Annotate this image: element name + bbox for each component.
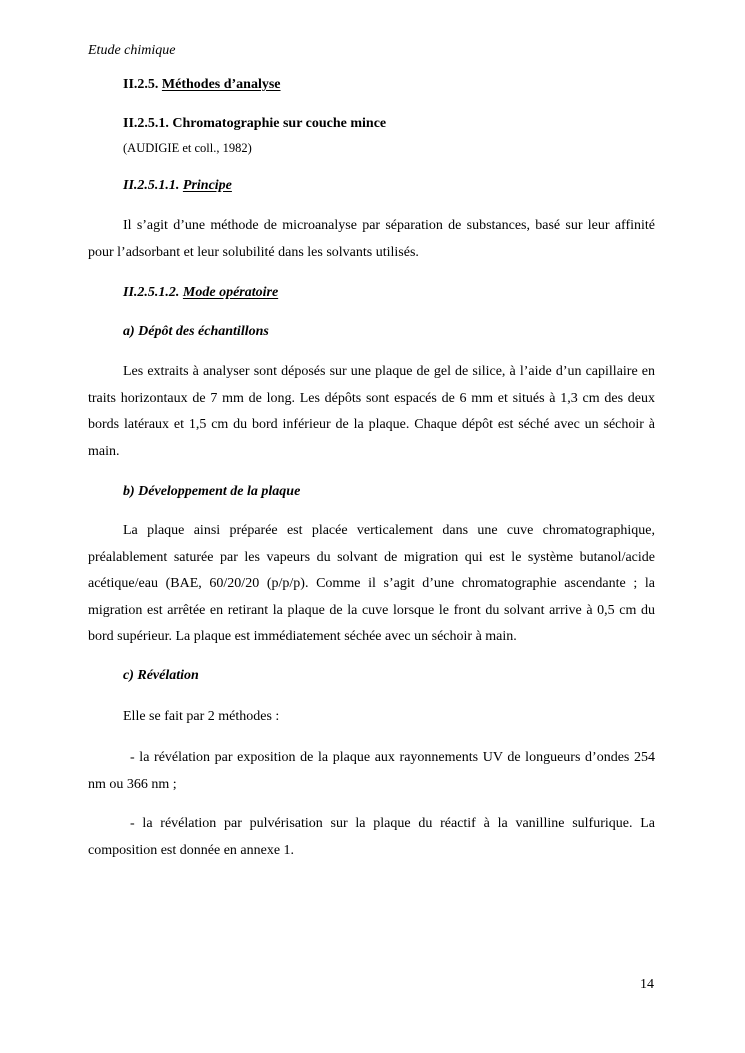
reference-citation: (AUDIGIE et coll., 1982) bbox=[123, 141, 252, 155]
section-title: Méthodes d’analyse bbox=[161, 77, 281, 92]
section-number: II.2.5. bbox=[123, 77, 159, 92]
running-header: Etude chimique bbox=[88, 43, 176, 58]
section-title: Principe bbox=[182, 178, 232, 193]
paragraph-revelation-intro: Elle se fait par 2 méthodes : bbox=[123, 709, 280, 724]
section-heading-ccm: II.2.5.1. Chromatographie sur couche mince bbox=[123, 116, 387, 131]
page-number: 14 bbox=[640, 977, 654, 992]
list-item-revelation-uv: - la révélation par exposition de la plaque aux rayonnements UV de longueurs d’ondes 254 nm ou 366 nm ; bbox=[88, 750, 655, 792]
subheading-depot: a) Dépôt des échantillons bbox=[123, 324, 269, 339]
paragraph-developpement: La plaque ainsi préparée est placée verticalement dans une cuve chromatographique, préalablement saturée par les vapeurs du solvant de migration qui est le système butanol/acide acétique/eau (BAE, 60/20/20 (p/p/p). Comme il s’agit d’une chromatographie ascendante ; la migration est arrêtée en retirant la plaque de la cuve lorsque le front du solvant arrive à 0,5 cm du bord supérieur. La plaque est immédiatement séchée avec un séchoir à main. bbox=[88, 523, 655, 644]
section-heading-principe bbox=[123, 178, 232, 194]
section-number: II.2.5.1.2. bbox=[123, 285, 180, 300]
subheading-revelation: c) Révélation bbox=[123, 668, 199, 683]
section-title: Mode opératoire bbox=[182, 285, 279, 300]
section-heading-mode-operatoire bbox=[123, 285, 278, 301]
subheading-developpement: b) Développement de la plaque bbox=[123, 484, 301, 499]
list-item-revelation-vanilline: - la révélation par pulvérisation sur la plaque du réactif à la vanilline sulfurique. La composition est donnée en annexe 1. bbox=[88, 816, 655, 858]
paragraph-depot: Les extraits à analyser sont déposés sur une plaque de gel de silice, à l’aide d’un capillaire en traits horizontaux de 7 mm de long. Les dépôts sont espacés de 6 mm et situés à 1,3 cm des deux bords latéraux et 1,5 cm du bord inférieur de la plaque. Chaque dépôt est séché avec un séchoir à main. bbox=[88, 364, 655, 459]
paragraph-principe: Il s’agit d’une méthode de microanalyse par séparation de substances, basé sur leur affinité pour l’adsorbant et leur solubilité dans les solvants utilisés. bbox=[88, 218, 655, 260]
section-number: II.2.5.1.1. bbox=[123, 178, 180, 193]
section-heading-methodes bbox=[123, 77, 281, 93]
